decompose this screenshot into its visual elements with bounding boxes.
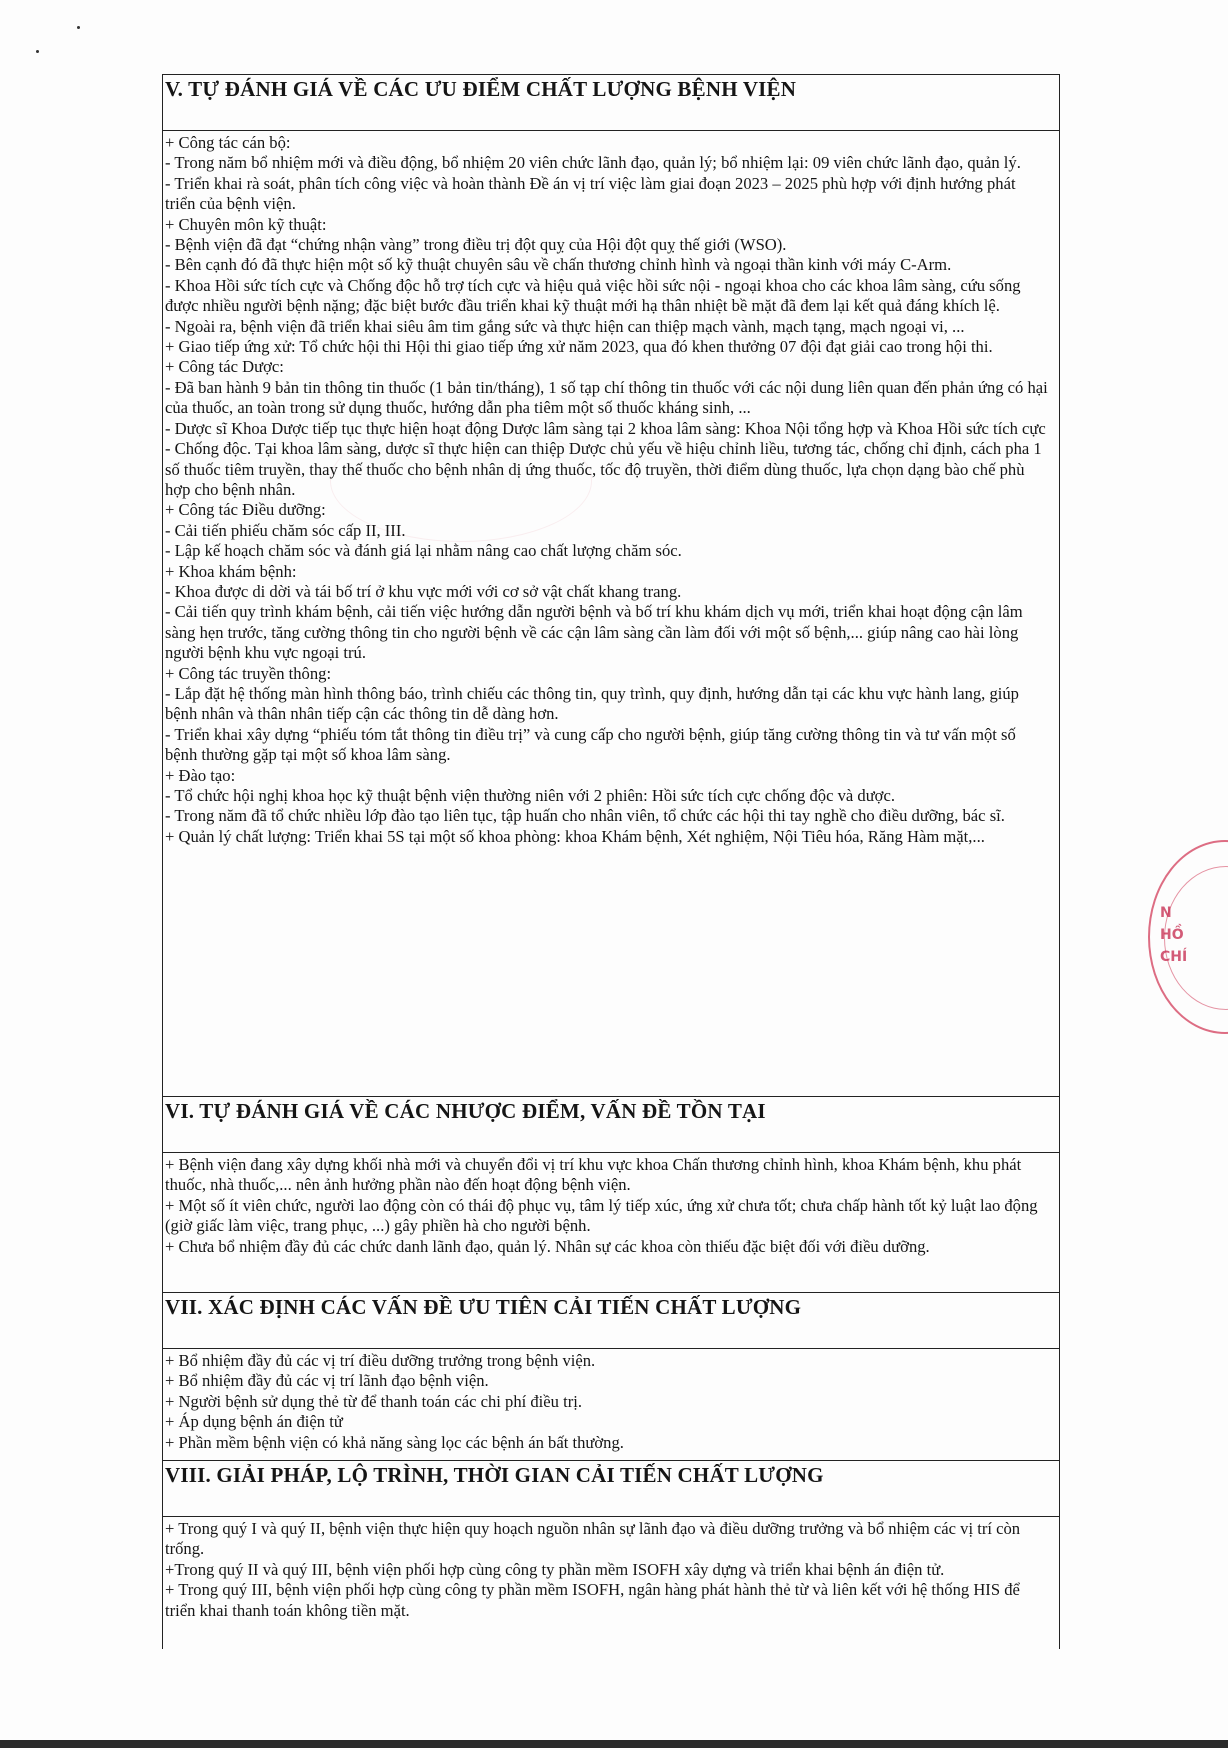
text-line: + Bệnh viện đang xây dựng khối nhà mới và chuyển đổi vị trí khu vực khoa Chấn thương chỉnh hình, khoa Khám bệnh, khu phát thuốc, nhà thuốc,... nên ảnh hưởng phần nào đến hoạt động bệnh viện.: [165, 1155, 1022, 1195]
scan-bottom-edge: [0, 1740, 1228, 1748]
text-line: - Trong năm đã tổ chức nhiều lớp đào tạo liên tục, tập huấn cho nhân viên, tổ chức các hội thi tay nghề cho điều dưỡng, bác sĩ.: [165, 806, 1005, 826]
text-line: + Một số ít viên chức, người lao động còn có thái độ phục vụ, tâm lý tiếp xúc, ứng xử chưa tốt; chưa chấp hành tốt kỷ luật lao động (giờ giấc làm việc, trang phục, ...) gây phiền hà cho người bệnh.: [165, 1195, 1038, 1236]
scan-speck: [77, 26, 80, 29]
text-line: + Trong quý III, bệnh viện phối hợp cùng công ty phần mềm ISOFH, ngân hàng phát hành thẻ từ và liên kết với hệ thống HIS để triển khai thanh toán không tiền mặt.: [165, 1580, 1020, 1620]
section-vi-body: [163, 1153, 1059, 1293]
text-line: + Đào tạo:: [165, 765, 236, 785]
text-line: - Ngoài ra, bệnh viện đã triển khai siêu âm tim gắng sức và thực hiện can thiệp mạch vành, mạch tạng, mạch ngoại vi, ...: [165, 316, 965, 336]
text-line: + Trong quý I và quý II, bệnh viện thực hiện quy hoạch nguồn nhân sự lãnh đạo và điều dưỡng trưởng và bổ nhiệm các vị trí còn trống.: [165, 1519, 1021, 1559]
text-line: + Chuyên môn kỹ thuật:: [165, 214, 327, 234]
text-line: + Phần mềm bệnh viện có khả năng sàng lọc các bệnh án bất thường.: [165, 1432, 624, 1452]
text-line: - Lắp đặt hệ thống màn hình thông báo, trình chiếu các thông tin, quy trình, quy định, hướng dẫn tại các khu vực hành lang, giúp bệnh nhân và thân nhân tiếp cận các thông tin dễ dàng hơn.: [165, 683, 1019, 724]
seal-text-line: HỒ: [1160, 927, 1184, 943]
text-line: - Triển khai rà soát, phân tích công việc và hoàn thành Đề án vị trí việc làm giai đoạn 2023 – 2025 phù hợp với định hướng phát triển của bệnh viện.: [165, 173, 1016, 214]
text-line: - Trong năm bổ nhiệm mới và điều động, bổ nhiệm 20 viên chức lãnh đạo, quản lý; bổ nhiệm lại: 09 viên chức lãnh đạo, quản lý.: [165, 153, 1021, 173]
text-line: - Tổ chức hội nghị khoa học kỹ thuật bệnh viện thường niên với 2 phiên: Hồi sức tích cực chống độc và dược.: [165, 786, 895, 805]
text-line: - Khoa Hồi sức tích cực và Chống độc hỗ trợ tích cực và hiệu quả việc hồi sức nội - ngoại khoa cho các khoa lâm sàng, cứu sống được nhiều người bệnh nặng; đặc biệt bước đầu triển khai kỹ thuật mới hạ thân nhiệt bề mặt đã đem lại kết quả đáng khích lệ.: [165, 275, 1021, 316]
section-viii-body: [163, 1517, 1059, 1649]
section-v-heading: V. TỰ ĐÁNH GIÁ VỀ CÁC ƯU ĐIỂM CHẤT LƯỢNG BỆNH VIỆN: [163, 75, 1059, 131]
text-line: + Công tác Dược:: [165, 357, 284, 377]
text-line: + Người bệnh sử dụng thẻ từ để thanh toán các chi phí điều trị.: [165, 1391, 582, 1411]
text-line: - Cải tiến phiếu chăm sóc cấp II, III.: [165, 520, 406, 540]
scan-speck: [36, 50, 39, 53]
red-seal-stamp: [1148, 840, 1228, 1034]
report-table: [162, 74, 1060, 1649]
text-line: + Giao tiếp ứng xử: Tổ chức hội thi Hội thi giao tiếp ứng xử năm 2023, qua đó khen thưởng 07 đội đạt giải cao trong hội thi.: [165, 337, 993, 357]
section-vii-heading: VII. XÁC ĐỊNH CÁC VẤN ĐỀ ƯU TIÊN CẢI TIẾN CHẤT LƯỢNG: [163, 1293, 1059, 1349]
section-vi-heading: VI. TỰ ĐÁNH GIÁ VỀ CÁC NHƯỢC ĐIỂM, VẤN ĐỀ TỒN TẠI: [163, 1097, 1059, 1153]
text-line: - Đã ban hành 9 bản tin thông tin thuốc (1 bản tin/tháng), 1 số tạp chí thông tin thuốc với các nội dung liên quan đến phản ứng có hại của thuốc, an toàn trong sử dụng thuốc, hướng dẫn pha tiêm một số thuốc kháng sinh, ...: [165, 377, 1048, 418]
text-line: + Công tác cán bộ:: [165, 133, 291, 152]
text-line: - Bên cạnh đó đã thực hiện một số kỹ thuật chuyên sâu về chấn thương chỉnh hình và ngoại thần kinh với máy C-Arm.: [165, 255, 952, 275]
text-line: + Công tác Điều dưỡng:: [165, 500, 326, 520]
text-line: + Bổ nhiệm đầy đủ các vị trí điều dưỡng trưởng trong bệnh viện.: [165, 1351, 596, 1370]
text-line: + Chưa bổ nhiệm đầy đủ các chức danh lãnh đạo, quản lý. Nhân sự các khoa còn thiếu đặc biệt đối với điều dưỡng.: [165, 1236, 930, 1256]
text-line: - Cải tiến quy trình khám bệnh, cải tiến việc hướng dẫn người bệnh và bố trí khu khám dịch vụ mới, triển khai hoạt động cận lâm sàng hẹn trước, tăng cường thông tin cho người bệnh về các cận lâm sàng cần làm đối với một số bệnh,... giúp nâng cao hài lòng người bệnh khu vực ngoại trú.: [165, 602, 1023, 663]
text-line: + Áp dụng bệnh án điện tử: [165, 1412, 343, 1432]
seal-text-line: CHÍ: [1160, 949, 1188, 965]
text-line: + Quản lý chất lượng: Triển khai 5S tại một số khoa phòng: khoa Khám bệnh, Xét nghiệm, Nội Tiêu hóa, Răng Hàm mặt,...: [165, 826, 985, 846]
section-viii-heading: VIII. GIẢI PHÁP, LỘ TRÌNH, THỜI GIAN CẢI TIẾN CHẤT LƯỢNG: [163, 1461, 1059, 1517]
section-vii-body: [163, 1349, 1059, 1461]
text-line: - Khoa được di dời và tái bố trí ở khu vực mới với cơ sở vật chất khang trang.: [165, 581, 682, 601]
seal-text-line: N: [1160, 905, 1172, 921]
text-line: + Công tác truyền thông:: [165, 663, 332, 683]
text-line: +Trong quý II và quý III, bệnh viện phối hợp cùng công ty phần mềm ISOFH xây dựng và triển khai bệnh án điện tử.: [165, 1559, 945, 1579]
text-line: - Bệnh viện đã đạt “chứng nhận vàng” trong điều trị đột quỵ của Hội đột quỵ thế giới (WSO).: [165, 235, 787, 255]
text-line: + Khoa khám bệnh:: [165, 561, 297, 581]
section-v-body: [163, 131, 1059, 1097]
text-line: - Triển khai xây dựng “phiếu tóm tắt thông tin điều trị” và cung cấp cho người bệnh, giúp tăng cường thông tin và tư vấn một số bệnh thường gặp tại một số khoa lâm sàng.: [165, 724, 1016, 765]
text-line: + Bổ nhiệm đầy đủ các vị trí lãnh đạo bệnh viện.: [165, 1371, 489, 1391]
text-line: - Dược sĩ Khoa Dược tiếp tục thực hiện hoạt động Dược lâm sàng tại 2 khoa lâm sàng: Khoa Nội tổng hợp và Khoa Hồi sức tích cực - Chống độc. Tại khoa lâm sàng, dược sĩ thực hiện can thiệp Dược chủ yếu về hiệu chỉnh liều, tương tác, chống chỉ định, cách pha 1 số thuốc tiêm truyền, thay thế thuốc cho bệnh nhân dị ứng thuốc, tốc độ truyền, thời điểm dùng thuốc, lựa chọn dạng bào chế phù hợp cho bệnh nhân.: [165, 418, 1046, 499]
text-line: - Lập kế hoạch chăm sóc và đánh giá lại nhằm nâng cao chất lượng chăm sóc.: [165, 541, 682, 561]
seal-text: [1160, 902, 1187, 968]
